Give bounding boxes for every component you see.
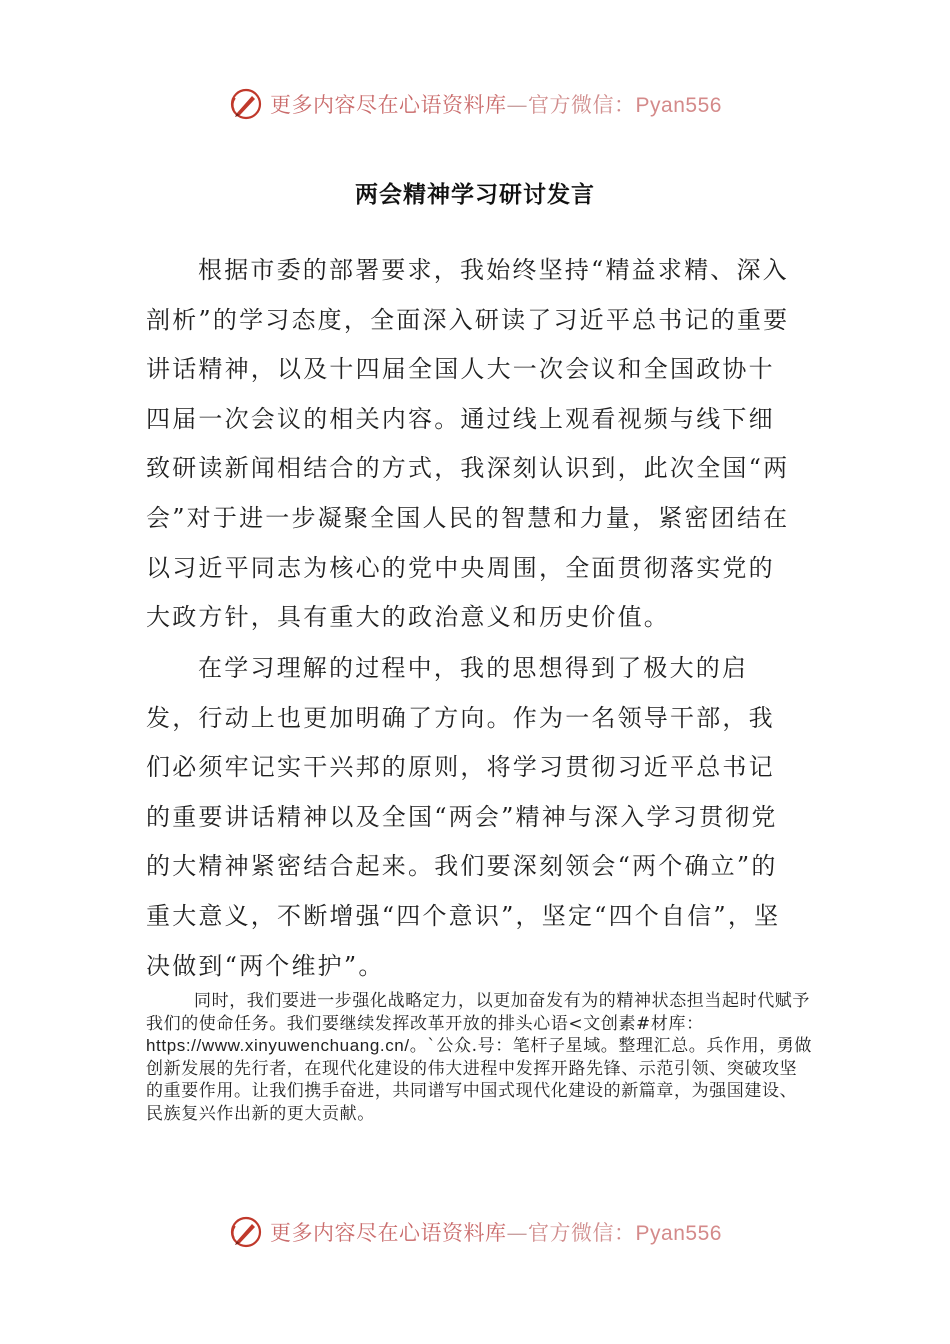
- document-title: 两会精神学习研讨发言: [355, 181, 595, 208]
- body-paragraph-1: [146, 246, 796, 643]
- body-paragraph-2: [146, 644, 796, 991]
- banner-wechat-label: 官方微信：: [528, 93, 636, 117]
- banner-separator: —: [506, 1221, 529, 1245]
- paragraph-3-text-a: 同时，我们要进一步强化战略定力，以更加奋发有为的精神状态担当起时代赋予我们的使命任务。我们要继续发挥改革开放的排头心语<文创素#材库：: [146, 991, 810, 1034]
- pen-circle-logo-icon: [228, 86, 264, 122]
- pen-circle-logo-icon: [228, 1214, 264, 1250]
- paragraph-2-text: 在学习理解的过程中，我的思想得到了极大的启发，行动上也更加明确了方向。作为一名领导干部，我们必须牢记实干兴邦的原则，将学习贯彻习近平总书记的重要讲话精神以及全国“两会”精神与深入学习贯彻党的大精神紧密结合起来。我们要深刻领会“两个确立”的重大意义，不断增强“四个意识”，坚定“四个自信”，坚决做到“两个维护”。: [146, 654, 781, 980]
- banner-wechat-id: Pyan556: [635, 94, 722, 117]
- paragraph-3-url: https://www.xinyuwenchuang.cn/: [146, 1036, 410, 1056]
- banner-text: [270, 1217, 722, 1247]
- banner-separator: —: [506, 93, 529, 117]
- header-banner: [0, 84, 950, 124]
- footer-banner: [0, 1212, 950, 1252]
- banner-wechat-id: Pyan556: [635, 1222, 722, 1245]
- body-paragraph-3: [146, 990, 814, 1126]
- banner-wechat-label: 官方微信：: [528, 1221, 636, 1245]
- banner-main-text: 更多内容尽在心语资料库: [270, 1221, 507, 1245]
- paragraph-3-text-b: 。`公众.号：笔杆子星域。整理汇总。兵作用，勇做创新发展的先行者，在现代化建设的伟大进程中发挥开路先锋、示范引领、突破攻坚的重要作用。让我们携手奋进，共同谱写中国式现代化建设的新篇章，为强国建设、民族复兴作出新的更大贡献。: [146, 1036, 812, 1124]
- paragraph-1-text: 根据市委的部署要求，我始终坚持“精益求精、深入剖析”的学习态度，全面深入研读了习近平总书记的重要讲话精神，以及十四届全国人大一次会议和全国政协十四届一次会议的相关内容。通过线上观看视频与线下细致研读新闻相结合的方式，我深刻认识到，此次全国“两会”对于进一步凝聚全国人民的智慧和力量，紧密团结在以习近平同志为核心的党中央周围，全面贯彻落实党的大政方针，具有重大的政治意义和历史价值。: [146, 256, 790, 632]
- banner-main-text: 更多内容尽在心语资料库: [270, 93, 507, 117]
- banner-text: [270, 89, 722, 119]
